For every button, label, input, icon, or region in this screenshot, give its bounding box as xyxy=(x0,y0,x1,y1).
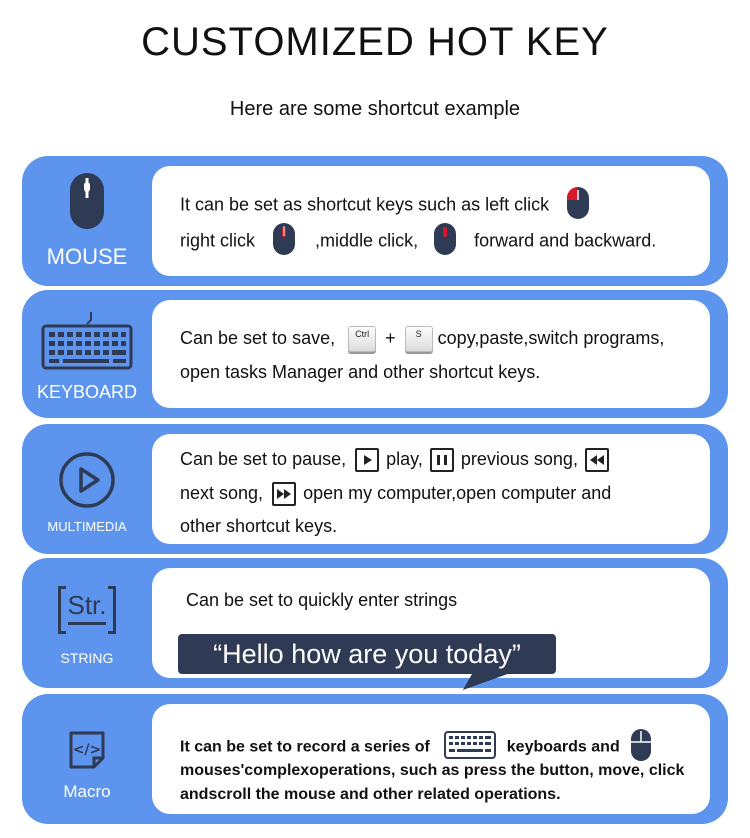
mouse-line-1 xyxy=(180,186,590,225)
keyboard-line-1-text-b: copy,paste,switch programs, xyxy=(437,327,665,348)
play-button-icon xyxy=(355,448,379,472)
play-circle-icon xyxy=(22,450,152,510)
multimedia-line-1-text-a: Can be set to pause, xyxy=(180,448,347,469)
macro-card xyxy=(22,694,728,824)
multimedia-description-panel xyxy=(152,434,710,544)
speech-bubble: “Hello how are you today” xyxy=(178,634,556,674)
middle-click-mouse-icon xyxy=(433,222,457,261)
macro-line-1-text-b: keyboards and xyxy=(506,738,620,756)
macro-line-3: andscroll the mouse and other related operations. xyxy=(180,786,561,803)
multimedia-line-3: other shortcut keys. xyxy=(180,516,338,536)
keyboard-line-2: open tasks Manager and other shortcut keys. xyxy=(180,362,541,382)
mouse-description-panel xyxy=(152,166,710,276)
keyboard-label: KEYBOARD xyxy=(36,382,138,402)
multimedia-line-2-text-a: next song, xyxy=(180,482,264,503)
mini-keyboard-icon xyxy=(444,731,496,764)
mouse-line-2 xyxy=(180,222,656,261)
multimedia-line-1-text-b: play, xyxy=(386,448,423,469)
ctrl-key-icon: Ctrl xyxy=(348,326,376,352)
pause-button-icon xyxy=(430,448,454,472)
fast-forward-button-icon xyxy=(272,482,296,506)
keyboard-card xyxy=(22,290,728,418)
multimedia-line-1 xyxy=(180,448,611,472)
string-icon-text: Str. xyxy=(67,590,107,620)
string-card xyxy=(22,558,728,688)
mouse-label: MOUSE xyxy=(46,244,128,269)
rewind-button-icon xyxy=(585,448,609,472)
multimedia-line-1-text-c: previous song, xyxy=(460,448,578,469)
plus-sign: + xyxy=(385,327,396,348)
right-click-mouse-icon xyxy=(272,222,296,261)
page-title: CUSTOMIZED HOT KEY xyxy=(141,20,609,64)
multimedia-line-2 xyxy=(180,482,611,506)
keyboard-description-panel xyxy=(152,300,710,408)
code-file-icon xyxy=(22,730,152,770)
string-description-panel xyxy=(152,568,710,678)
mouse-card xyxy=(22,156,728,286)
macro-line-1-text-a: It can be set to record a series of xyxy=(180,738,430,756)
multimedia-line-2-text-b: open my computer,open computer and xyxy=(303,482,612,503)
mouse-line-2-text-b: ,middle click, xyxy=(315,230,419,251)
string-icon xyxy=(22,586,152,634)
string-line-1: Can be set to quickly enter strings xyxy=(186,590,458,610)
left-click-mouse-icon xyxy=(566,186,590,225)
mouse-icon xyxy=(22,172,152,230)
mouse-line-1-text: It can be set as shortcut keys such as left click xyxy=(180,194,550,215)
macro-line-2: mouses'complexoperations, such as press the button, move, click xyxy=(180,762,685,779)
keyboard-icon xyxy=(22,310,152,370)
s-key-icon: S xyxy=(405,326,433,352)
mouse-line-2-text-c: forward and backward. xyxy=(474,230,657,251)
speech-bubble-tail xyxy=(463,672,513,690)
macro-description-panel xyxy=(152,704,710,814)
mouse-line-2-text-a: right click xyxy=(180,230,256,251)
keyboard-line-1 xyxy=(180,326,664,352)
string-label: STRING xyxy=(60,650,114,666)
page-subtitle: Here are some shortcut example xyxy=(229,98,521,120)
multimedia-label: MULTIMEDIA xyxy=(47,519,127,534)
code-file-icon-text: </> xyxy=(72,742,102,758)
macro-label: Macro xyxy=(63,782,111,801)
multimedia-card xyxy=(22,424,728,554)
keyboard-line-1-text-a: Can be set to save, xyxy=(180,327,336,348)
